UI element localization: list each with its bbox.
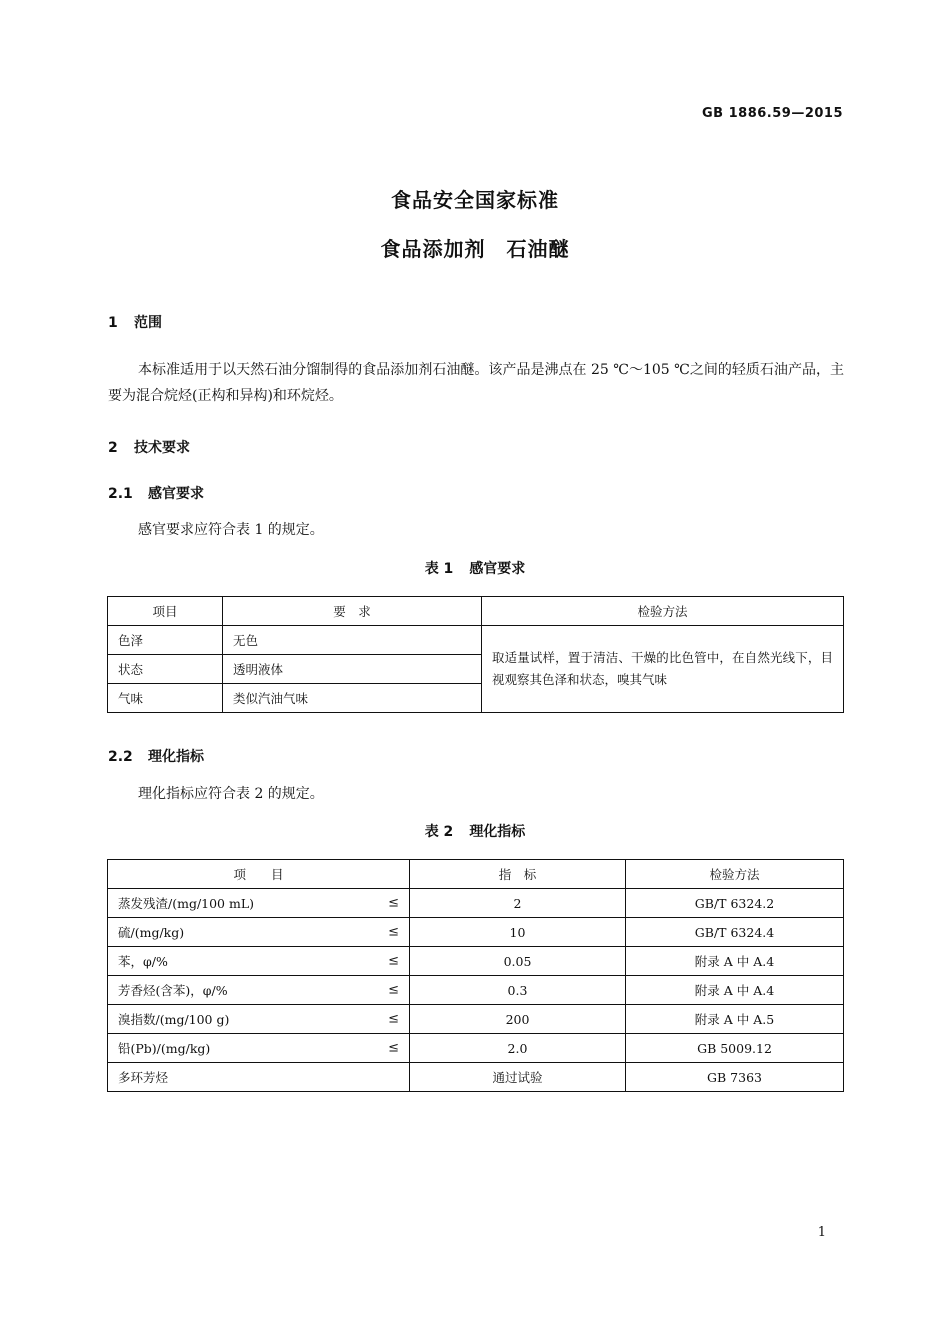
value-cell: 10 [410,918,626,947]
table-header-row [108,597,844,626]
item-cell [108,1034,410,1063]
table-row [108,626,844,655]
section-number: 2 [108,440,118,456]
item-cell [108,1005,410,1034]
table-row [108,889,844,918]
table1-caption-title: 感官要求 [469,561,526,577]
method-cell: GB/T 6324.2 [626,889,844,918]
table-header-row [108,860,844,889]
less-equal-sign: ≤ [388,953,399,969]
value-cell: 0.05 [410,947,626,976]
table-row [108,947,844,976]
method-cell: GB 7363 [626,1063,844,1092]
less-equal-sign: ≤ [388,1040,399,1056]
table-header-cell: 检验方法 [482,597,844,626]
method-cell: 附录 A 中 A.4 [626,947,844,976]
table2-caption [0,821,950,841]
method-cell: 附录 A 中 A.4 [626,976,844,1005]
section-heading-scope [108,312,162,332]
sensory-paragraph [108,517,844,543]
table-row [108,1034,844,1063]
item-cell [108,889,410,918]
section-title: 范围 [134,315,162,331]
table-row [108,976,844,1005]
document-title: 食品安全国家标准 [391,188,559,212]
table-header-cell: 要 求 [223,597,482,626]
section-title: 理化指标 [148,749,204,765]
less-equal-sign: ≤ [388,924,399,940]
value-cell: 2.0 [410,1034,626,1063]
scope-text: 本标准适用于以天然石油分馏制得的食品添加剂石油醚。该产品是沸点在 25 ℃～105 ℃之间的轻质石油产品，主要为混合烷烃(正构和异构)和环烷烃。 [108,362,844,404]
section-number: 1 [108,315,118,331]
page-number: 1 [817,1225,826,1240]
less-equal-sign: ≤ [388,1011,399,1027]
table2-caption-title: 理化指标 [469,824,526,840]
table-row [108,1005,844,1034]
standard-code: GB 1886.59—2015 [702,106,843,121]
method-cell: 附录 A 中 A.5 [626,1005,844,1034]
scope-paragraph [108,357,844,409]
value-cell: 2 [410,889,626,918]
item-cell [108,947,410,976]
item-cell [108,976,410,1005]
item-cell: 色泽 [108,626,223,655]
physicochemical-paragraph [108,781,844,807]
table1-caption-number: 表 1 [424,561,454,577]
section-heading-technical-requirements [108,437,190,457]
table2-caption-number: 表 2 [424,824,454,840]
method-cell: GB 5009.12 [626,1034,844,1063]
table-header-cell: 检验方法 [626,860,844,889]
item-cell [108,1063,410,1092]
section-heading-physicochemical [108,746,204,766]
section-number: 2.2 [108,749,133,765]
table-header-cell: 项 目 [108,860,410,889]
item-label: 硫/(mg/kg) [118,925,185,940]
section-title: 技术要求 [134,440,190,456]
item-label: 芳香烃(含苯)，φ/% [118,983,228,998]
item-label: 多环芳烃 [118,1070,169,1085]
item-cell: 气味 [108,684,223,713]
item-label: 溴指数/(mg/100 g) [118,1012,230,1027]
less-equal-sign: ≤ [388,982,399,998]
section-heading-sensory [108,483,204,503]
item-cell: 状态 [108,655,223,684]
table-header-cell: 项目 [108,597,223,626]
less-equal-sign: ≤ [388,895,399,911]
method-cell: GB/T 6324.4 [626,918,844,947]
value-cell: 通过试验 [410,1063,626,1092]
table-row [108,918,844,947]
value-cell: 200 [410,1005,626,1034]
section-number: 2.1 [108,486,133,502]
method-cell: 取适量试样，置于清洁、干燥的比色管中，在自然光线下，目视观察其色泽和状态，嗅其气味 [482,626,844,713]
item-label: 铅(Pb)/(mg/kg) [118,1041,211,1056]
item-label: 苯，φ/% [118,954,168,969]
requirement-cell: 无色 [223,626,482,655]
item-label: 蒸发残渣/(mg/100 mL) [118,896,255,911]
value-cell: 0.3 [410,976,626,1005]
physicochemical-text: 理化指标应符合表 2 的规定。 [138,786,324,802]
item-cell [108,918,410,947]
physicochemical-indicators-table [107,859,844,1092]
table-header-cell: 指 标 [410,860,626,889]
sensory-requirements-table [107,596,844,713]
section-title: 感官要求 [148,486,204,502]
sensory-text: 感官要求应符合表 1 的规定。 [138,522,324,538]
table1-caption [0,558,950,578]
requirement-cell: 透明液体 [223,655,482,684]
document-subtitle: 食品添加剂 石油醚 [380,237,570,261]
table-row [108,1063,844,1092]
requirement-cell: 类似汽油气味 [223,684,482,713]
